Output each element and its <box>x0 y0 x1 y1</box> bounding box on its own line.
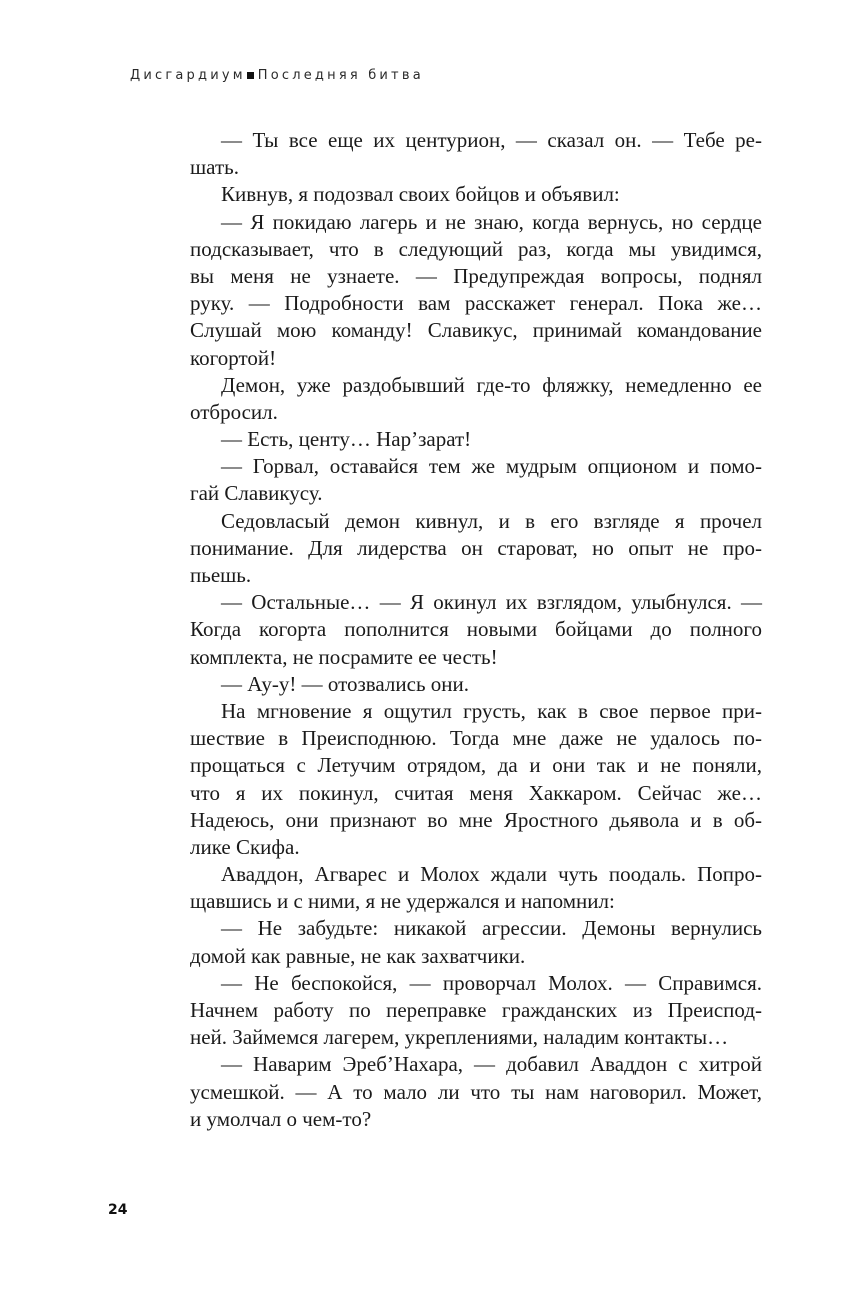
text-line: и умолчал о чем-то? <box>190 1106 372 1131</box>
text-line: руку. — Подробности вам расскажет генерал. Пока же… <box>190 291 762 316</box>
text-line: — Наварим Эреб’Нахара, — добавил Аваддон с хитрой <box>221 1052 762 1077</box>
text-line: — Остальные… — Я окинул их взглядом, улыбнулся. — <box>221 590 762 615</box>
text-line: отбросил. <box>190 399 278 424</box>
text-line: — Горвал, оставайся тем же мудрым опционом и помо- <box>221 454 762 479</box>
text-line: — Ау-у! — отозвались они. <box>221 671 470 696</box>
text-line: Демон, уже раздобывший где-то фляжку, немедленно ее <box>221 372 762 397</box>
text-line: что я их покинул, считая меня Хаккаром. Сейчас же… <box>190 780 762 805</box>
chapter-title: Последняя битва <box>257 68 424 83</box>
text-line: — Есть, центу… Нар’зарат! <box>221 427 472 452</box>
text-line: — Я покидаю лагерь и не знаю, когда вернусь, но сердце <box>221 209 762 234</box>
book-title: Дисгардиум <box>130 68 246 83</box>
text-line: прощаться с Летучим отрядом, да и они так и не поняли, <box>190 753 762 778</box>
text-line: шать. <box>190 155 239 180</box>
text-line: лике Скифа. <box>190 834 300 859</box>
text-line: ней. Займемся лагерем, укреплениями, наладим контакты… <box>190 1025 729 1050</box>
text-line: — Не забудьте: никакой агрессии. Демоны вернулись <box>221 916 762 941</box>
body-text <box>190 127 762 1133</box>
text-line: вы меня не узнаете. — Предупреждая вопросы, поднял <box>190 263 762 288</box>
text-line: гай Славикусу. <box>190 481 323 506</box>
text-line: Слушай мою команду! Славикус, принимай командование <box>190 318 762 343</box>
text-line: Седовласый демон кивнул, и в его взгляде я прочел <box>221 508 762 533</box>
text-line: пьешь. <box>190 563 252 587</box>
text-line: Кивнув, я подозвал своих бойцов и объявил: <box>221 182 620 207</box>
running-head <box>130 68 424 83</box>
text-line: Аваддон, Агварес и Молох ждали чуть поодаль. Попро- <box>221 862 762 887</box>
text-line: — Ты все еще их центурион, — сказал он. — Тебе ре- <box>221 128 762 152</box>
page-number: 24 <box>108 1202 128 1218</box>
text-line: подсказывает, что в следующий раз, когда мы увидимся, <box>190 236 762 261</box>
text-line: шествие в Преисподнюю. Тогда мне даже не удалось по- <box>190 726 762 751</box>
text-line: домой как равные, не как захватчики. <box>190 943 526 968</box>
separator-square-icon <box>247 72 254 79</box>
text-line: понимание. Для лидерства он староват, но опыт не про- <box>190 535 762 560</box>
text-line: щавшись и с ними, я не удержался и напомнил: <box>190 889 615 914</box>
text-line: когортой! <box>190 345 277 370</box>
text-line: Когда когорта пополнится новыми бойцами до полного <box>190 617 762 642</box>
text-line: — Не беспокойся, — проворчал Молох. — Справимся. <box>221 970 762 995</box>
text-line: комплекта, не посрамите ее честь! <box>190 644 498 669</box>
text-line: усмешкой. — А то мало ли что ты нам наговорил. Может, <box>190 1079 762 1104</box>
text-line: Надеюсь, они признают во мне Яростного дьявола и в об- <box>190 807 762 832</box>
text-line: На мгновение я ощутил грусть, как в свое первое при- <box>221 698 762 723</box>
text-line: Начнем работу по переправке гражданских из Преиспод- <box>190 998 762 1022</box>
